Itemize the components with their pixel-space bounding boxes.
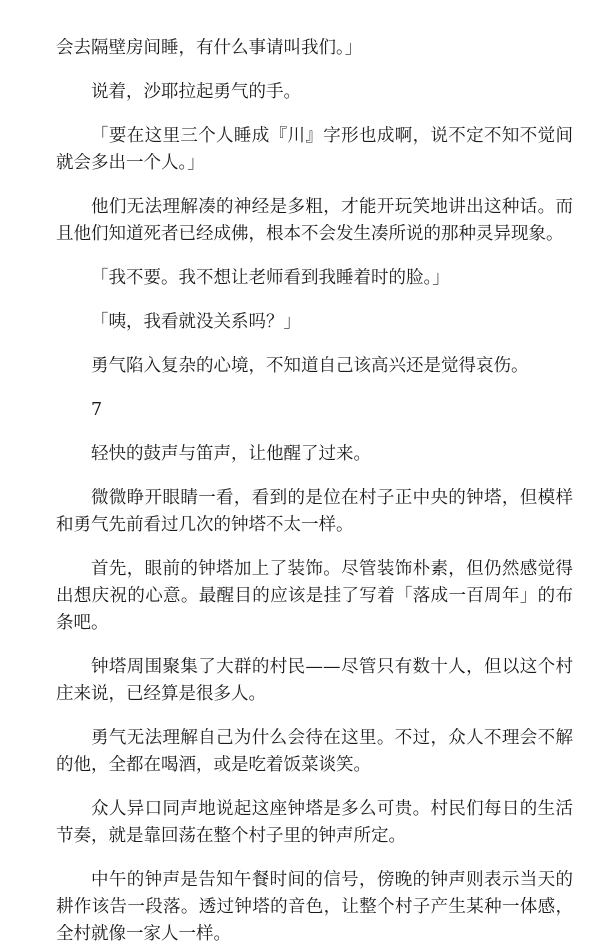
paragraph-5: 「我不要。我不想让老师看到我睡着时的脸。」 bbox=[91, 268, 450, 288]
paragraph-12: 勇气无法理解自己为什么会待在这里。不过，众人不理会不解的他，全都在喝酒，或是吃着饭菜谈笑。 bbox=[56, 728, 573, 775]
section-number: 7 bbox=[91, 400, 103, 420]
paragraph-2: 说着，沙耶拉起勇气的手。 bbox=[91, 82, 301, 102]
paragraph-14: 中午的钟声是告知午餐时间的信号，傍晚的钟声则表示当天的耕作该告一段落。透过钟塔的音色，让整个村子产生某种一体感，全村就像一家人一样。 bbox=[56, 870, 573, 944]
paragraph-9: 微微睁开眼睛一看，看到的是位在村子正中央的钟塔，但模样和勇气先前看过几次的钟塔不太一样。 bbox=[56, 488, 573, 535]
paragraph-1: 会去隔壁房间睡，有什么事请叫我们。」 bbox=[56, 38, 363, 58]
paragraph-3: 「要在这里三个人睡成『川』字形也成啊，说不定不知不觉间就会多出一个人。」 bbox=[56, 126, 573, 173]
paragraph-10: 首先，眼前的钟塔加上了装饰。尽管装饰朴素，但仍然感觉得出想庆祝的心意。最醒目的应该是挂了写着「落成一百周年」的布条吧。 bbox=[56, 559, 573, 633]
paragraph-6: 「咦，我看就没关系吗？」 bbox=[91, 312, 301, 332]
paragraph-11: 钟塔周围聚集了大群的村民——尽管只有数十人，但以这个村庄来说，已经算是很多人。 bbox=[56, 657, 573, 704]
paragraph-13: 众人异口同声地说起这座钟塔是多么可贵。村民们每日的生活节奏，就是靠回荡在整个村子里的钟声所定。 bbox=[56, 799, 573, 846]
paragraph-7: 勇气陷入复杂的心境，不知道自己该高兴还是觉得哀伤。 bbox=[91, 356, 529, 376]
paragraph-8: 轻快的鼓声与笛声，让他醒了过来。 bbox=[91, 444, 371, 464]
paragraph-4: 他们无法理解凑的神经是多粗，才能开玩笑地讲出这种话。而且他们知道死者已经成佛，根本不会发生凑所说的那种灵异现象。 bbox=[56, 197, 573, 244]
